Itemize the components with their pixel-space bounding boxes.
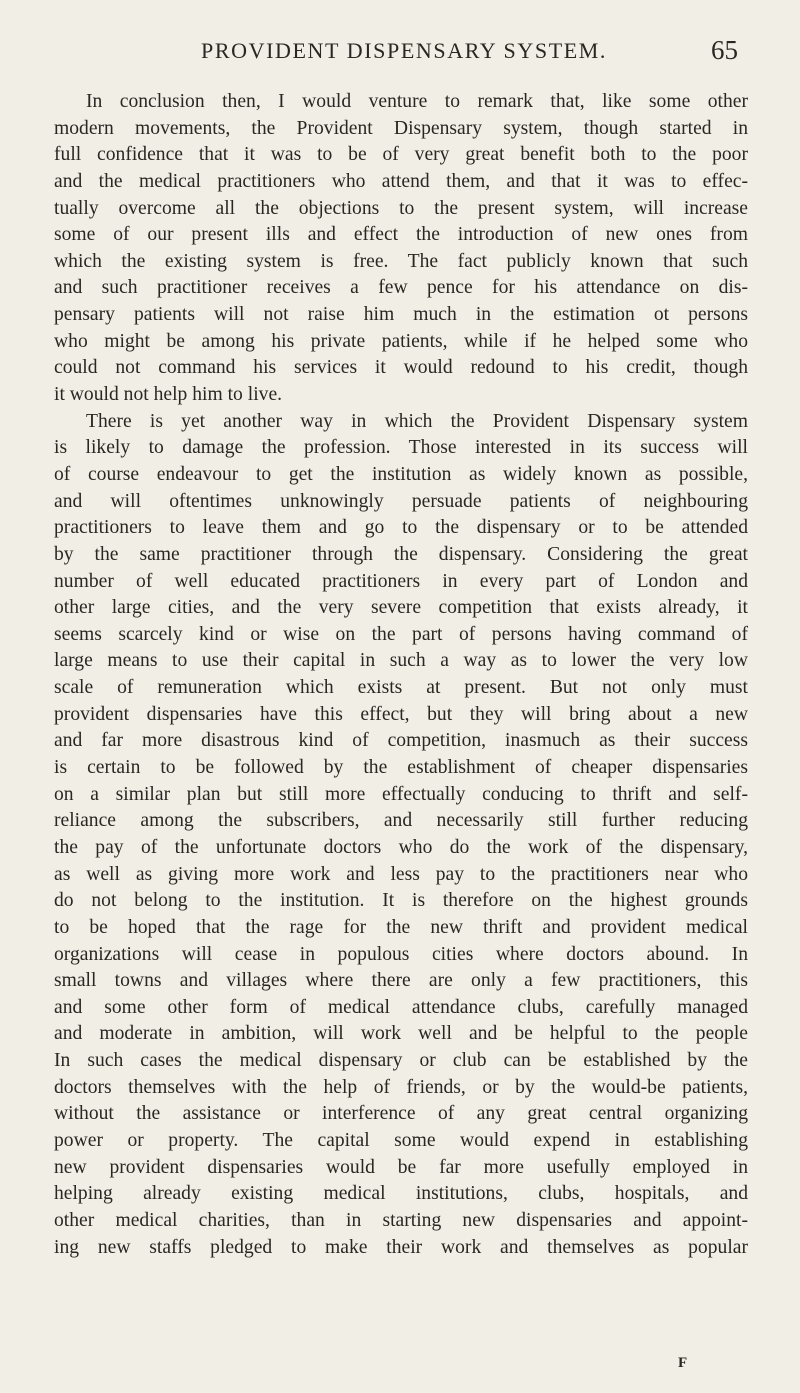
signature-mark: F <box>678 1355 688 1371</box>
text-line: In such cases the medical dispensary or club can be established by the <box>54 1050 748 1072</box>
text-line: it would not help him to live. <box>54 384 283 406</box>
text-line: doctors themselves with the help of friends, or by the would-be patients, <box>54 1076 748 1098</box>
text-line: tually overcome all the objections to the present system, will increase <box>54 197 748 219</box>
text-line: by the same practitioner through the dispensary. Considering the great <box>54 543 748 565</box>
text-line: other large cities, and the very severe competition that exists already, it <box>54 597 748 619</box>
text-line: without the assistance or interference of any great central organizing <box>54 1103 748 1125</box>
page-number: 65 <box>711 35 738 65</box>
body-text <box>54 89 748 1261</box>
text-line: pensary patients will not raise him much in the estimation ot persons <box>54 304 748 326</box>
text-line: could not command his services it would redound to his credit, though <box>54 357 748 379</box>
text-line: some of our present ills and effect the introduction of new ones from <box>54 224 748 246</box>
text-line: full confidence that it was to be of very great benefit both to the poor <box>54 144 748 166</box>
text-line: number of well educated practitioners in every part of London and <box>54 570 748 592</box>
text-line: and the medical practitioners who attend them, and that it was to effec- <box>54 170 748 192</box>
text-line: helping already existing medical institutions, clubs, hospitals, and <box>54 1183 748 1205</box>
text-line: provident dispensaries have this effect, but they will bring about a new <box>54 703 748 725</box>
text-line: organizations will cease in populous cities where doctors abound. In <box>54 943 748 965</box>
text-line: of course endeavour to get the institution as widely known as possible, <box>54 463 748 485</box>
text-line: modern movements, the Provident Dispensary system, though started in <box>54 117 748 139</box>
text-line: is certain to be followed by the establishment of cheaper dispensaries <box>54 757 748 779</box>
text-line: scale of remuneration which exists at present. But not only must <box>54 677 748 699</box>
page-header <box>0 35 800 68</box>
text-line: other medical charities, than in starting new dispensaries and appoint- <box>54 1209 748 1231</box>
text-line: large means to use their capital in such a way as to lower the very low <box>54 650 748 672</box>
text-line: do not belong to the institution. It is therefore on the highest grounds <box>54 890 748 912</box>
text-line: practitioners to leave them and go to the dispensary or to be attended <box>54 517 748 539</box>
text-line: on a similar plan but still more effectually conducing to thrift and self- <box>54 783 748 805</box>
text-line: and such practitioner receives a few pence for his attendance on dis- <box>54 277 748 299</box>
text-line: and will oftentimes unknowingly persuade patients of neighbouring <box>54 490 748 512</box>
text-line: who might be among his private patients, while if he helped some who <box>54 330 748 352</box>
text-line: reliance among the subscribers, and necessarily still further reducing <box>54 810 748 832</box>
text-line: There is yet another way in which the Provident Dispensary system <box>86 410 748 432</box>
text-line: is likely to damage the profession. Those interested in its success will <box>54 437 748 459</box>
text-line: and moderate in ambition, will work well and be helpful to the people <box>54 1023 748 1045</box>
text-line: In conclusion then, I would venture to remark that, like some other <box>86 91 748 112</box>
running-head: PROVIDENT DISPENSARY SYSTEM. <box>201 38 608 63</box>
text-line: and some other form of medical attendance clubs, carefully managed <box>54 996 748 1018</box>
text-line: as well as giving more work and less pay to the practitioners near who <box>54 863 748 885</box>
text-line: and far more disastrous kind of competition, inasmuch as their success <box>54 730 748 752</box>
text-line: ing new staffs pledged to make their work and themselves as popular <box>54 1236 748 1258</box>
text-line: the pay of the unfortunate doctors who do the work of the dispensary, <box>54 836 748 858</box>
text-line: small towns and villages where there are only a few practitioners, this <box>54 970 748 992</box>
text-line: power or property. The capital some would expend in establishing <box>54 1129 748 1151</box>
text-line: to be hoped that the rage for the new thrift and provident medical <box>54 916 748 938</box>
text-line: which the existing system is free. The fact publicly known that such <box>54 250 748 272</box>
text-line: seems scarcely kind or wise on the part of persons having command of <box>54 623 748 645</box>
text-line: new provident dispensaries would be far more usefully employed in <box>54 1156 748 1178</box>
